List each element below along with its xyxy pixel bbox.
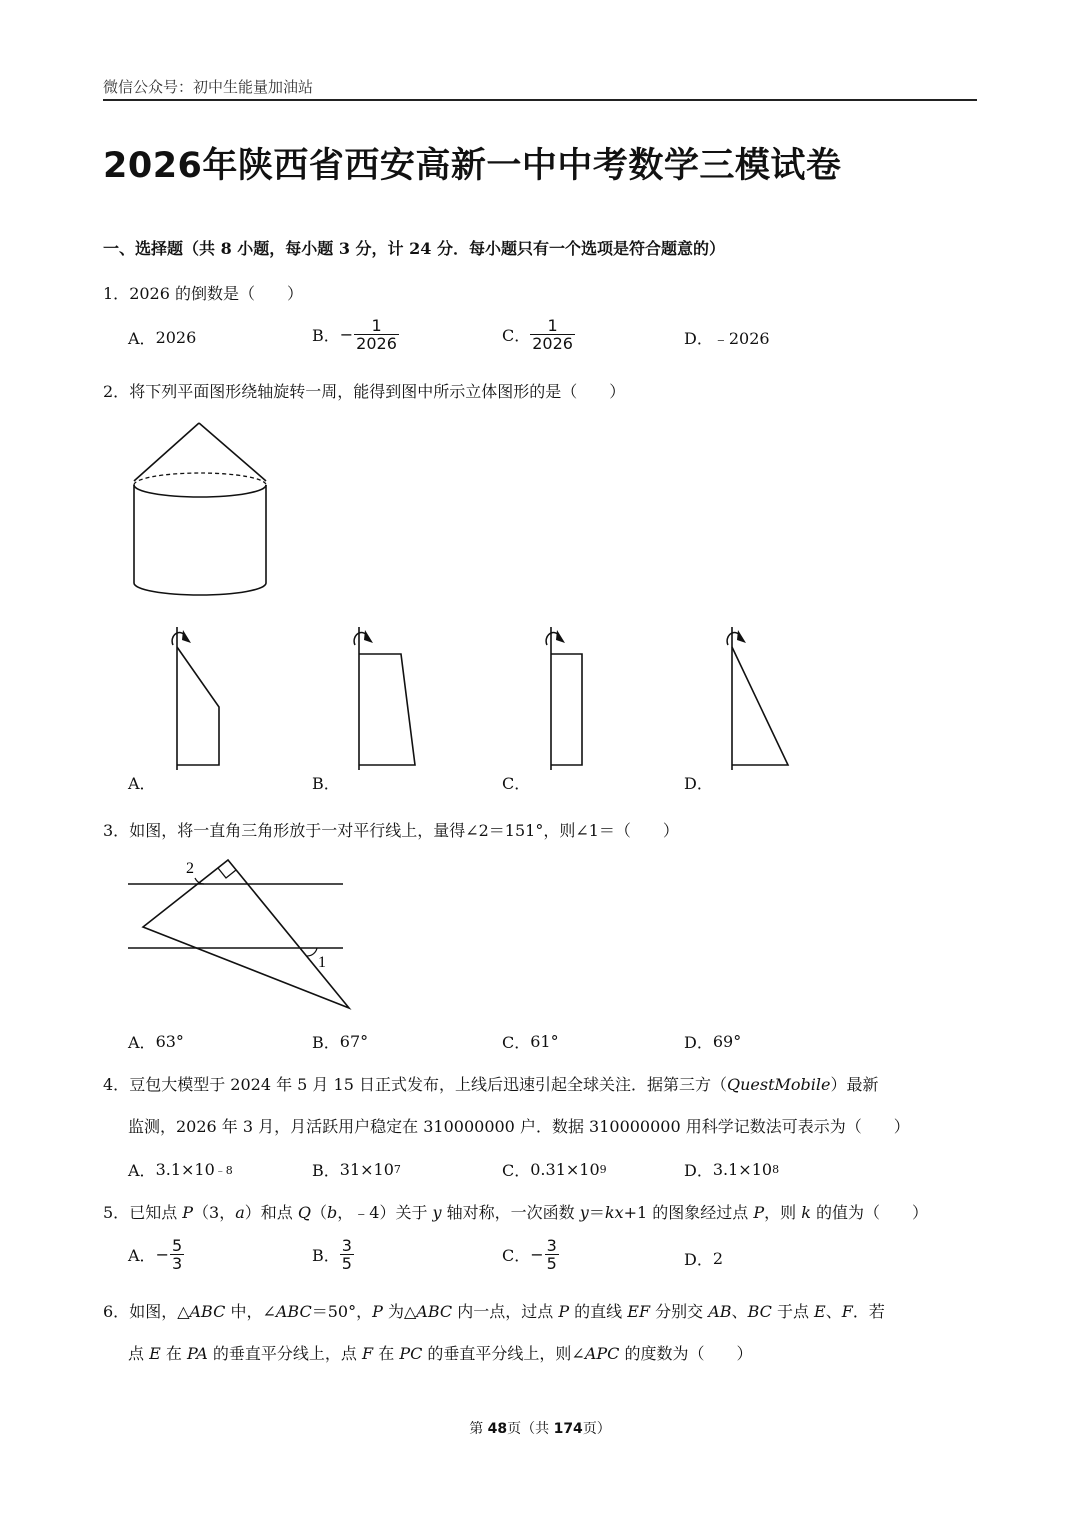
var: ABC <box>189 1302 226 1321</box>
page-total: 174 <box>553 1421 583 1437</box>
var: AB <box>708 1302 732 1321</box>
q2-option-c-label: C． <box>502 774 531 793</box>
var: ABC <box>275 1302 312 1321</box>
question-2 <box>103 379 625 402</box>
page-number: 48 <box>487 1421 508 1437</box>
top-ellipse-front <box>134 485 266 497</box>
q3-option-b <box>312 1030 368 1053</box>
q1-option-a <box>128 326 196 349</box>
question-number: 2． <box>103 382 130 401</box>
top-ellipse-back <box>134 473 266 485</box>
option-label: D． <box>684 1250 713 1269</box>
q2-option-d-label: D． <box>684 774 713 793</box>
option-base: 0.31×10 <box>530 1160 600 1179</box>
plane-shape <box>359 654 415 765</box>
q5-option-a <box>128 1237 184 1272</box>
question-6 <box>103 1299 885 1322</box>
angle-1-arc <box>307 948 317 956</box>
question-6-line-2 <box>128 1341 752 1364</box>
option-label: D． <box>684 1033 713 1052</box>
denominator: 5 <box>546 1254 557 1273</box>
numerator: 3 <box>546 1236 557 1255</box>
option-text: 67° <box>339 1032 369 1051</box>
footer-text: 页（共 <box>507 1421 554 1437</box>
footer-text: 第 <box>469 1421 488 1437</box>
option-exponent: ﹣8 <box>214 1163 233 1177</box>
var: P <box>372 1302 383 1321</box>
option-text: 2026 <box>155 328 197 347</box>
q1-option-d <box>684 326 770 349</box>
text: 中，∠ <box>225 1302 276 1321</box>
bottom-ellipse-front <box>134 583 266 595</box>
q3-option-d <box>684 1030 741 1053</box>
option-label: D． <box>684 329 713 348</box>
text: 的垂直平分线上，点 <box>207 1344 363 1363</box>
option-exponent: 7 <box>393 1163 401 1176</box>
question-3 <box>103 818 679 841</box>
numerator: 3 <box>341 1236 352 1255</box>
var: P <box>558 1302 570 1321</box>
question-stem: 将下列平面图形绕轴旋转一周，能得到图中所示立体图形的是（ ） <box>129 382 626 401</box>
fraction <box>170 1237 184 1272</box>
text: 在 <box>373 1344 400 1363</box>
option-text: 63° <box>155 1032 184 1051</box>
text: 在 <box>160 1344 187 1363</box>
arrow-head-icon <box>364 630 373 643</box>
option-label: B． <box>312 326 340 345</box>
question-4-line-2: 监测，2026 年 3 月，月活跃用户稳定在 310000000 户．数据 310000000 用科学记数法可表示为（ ） <box>128 1117 910 1136</box>
option-label: C． <box>502 326 531 345</box>
q4-option-b <box>312 1158 401 1181</box>
option-exponent: 8 <box>772 1163 780 1176</box>
option-text: 2 <box>712 1249 724 1268</box>
minus-sign: − <box>530 1245 544 1264</box>
text: ，则 <box>764 1203 802 1222</box>
option-base: 31×10 <box>339 1160 394 1179</box>
q4-option-d <box>684 1158 779 1181</box>
fraction <box>340 1237 354 1272</box>
fraction <box>545 1237 559 1272</box>
option-label: A． <box>128 1246 156 1265</box>
q3-figure <box>125 852 355 1017</box>
numerator: 5 <box>171 1236 183 1255</box>
q3-option-a <box>128 1030 184 1053</box>
text: 的直线 <box>569 1302 628 1321</box>
q5-option-d <box>684 1247 723 1270</box>
option-text: ﹣2026 <box>712 329 770 348</box>
text: ，﹣4）关于 <box>337 1203 433 1222</box>
question-number: 1． <box>103 284 130 303</box>
var: P <box>753 1203 765 1222</box>
text: 于点 <box>771 1302 815 1321</box>
var: ABC <box>416 1302 453 1321</box>
var: b <box>327 1203 338 1222</box>
option-base: 3.1×10 <box>712 1160 773 1179</box>
q4-option-a <box>128 1158 233 1181</box>
question-1 <box>103 281 303 304</box>
text: 轴对称，一次函数 <box>441 1203 580 1222</box>
q1-option-b <box>312 317 399 352</box>
numerator: 1 <box>371 316 382 335</box>
text: （ <box>311 1203 328 1222</box>
var: Q <box>297 1203 311 1222</box>
cone-edge-left <box>134 423 199 481</box>
option-label: D． <box>684 1161 713 1180</box>
var: E <box>149 1344 161 1363</box>
text: 分别交 <box>650 1302 709 1321</box>
option-label: C． <box>502 1033 531 1052</box>
option-label: C． <box>502 1246 531 1265</box>
question-5 <box>103 1200 928 1223</box>
q2-option-b-figure <box>345 625 425 770</box>
var: y <box>579 1203 589 1222</box>
option-label: A． <box>128 1033 156 1052</box>
option-label: B． <box>312 1161 340 1180</box>
text: 、 <box>731 1302 748 1321</box>
var: P <box>182 1203 194 1222</box>
question-number: 5． <box>103 1203 130 1222</box>
question-4 <box>103 1072 878 1095</box>
text: 的度数为（ ） <box>619 1344 753 1363</box>
text: 内一点，过点 <box>452 1302 559 1321</box>
text: 如图，△ <box>129 1302 190 1321</box>
fraction <box>530 317 575 352</box>
q1-option-c <box>502 317 575 352</box>
text: 、 <box>825 1302 842 1321</box>
numerator: 1 <box>547 316 558 335</box>
right-triangle <box>143 860 349 1008</box>
q2-solid-figure <box>125 415 275 600</box>
fraction <box>354 317 399 352</box>
option-base: 3.1×10 <box>155 1160 215 1179</box>
question-number: 3． <box>103 821 130 840</box>
denominator: 5 <box>341 1254 352 1273</box>
denominator: 2026 <box>532 334 573 353</box>
text: （3， <box>193 1203 236 1222</box>
text: ．若 <box>852 1302 885 1321</box>
right-angle-mark <box>218 868 236 878</box>
text: 已知点 <box>129 1203 183 1222</box>
var: PC <box>399 1344 423 1363</box>
text: 为△ <box>382 1302 417 1321</box>
minus-sign: − <box>339 325 354 344</box>
q2-option-c-figure <box>537 625 597 770</box>
var: kx <box>604 1203 624 1222</box>
plane-shape <box>551 654 582 765</box>
text: ＝ <box>588 1203 605 1222</box>
var: y <box>432 1203 442 1222</box>
text: ）和点 <box>244 1203 298 1222</box>
question-text: 豆包大模型于 2024 年 5 月 15 日正式发布，上线后迅速引起全球关注．据第三方（ <box>129 1075 727 1094</box>
var: PA <box>186 1344 208 1363</box>
text: ＝50°， <box>311 1302 373 1321</box>
q3-option-c <box>502 1030 559 1053</box>
page-footer <box>0 1418 1080 1438</box>
option-text: 61° <box>530 1032 559 1051</box>
var: F <box>362 1344 374 1363</box>
question-number: 4． <box>103 1075 130 1094</box>
page-title: 2026年陕西省西安高新一中中考数学三模试卷 <box>103 146 842 186</box>
minus-sign: − <box>155 1245 169 1264</box>
footer-text: 页） <box>582 1421 611 1437</box>
arrow-head-icon <box>556 630 565 643</box>
option-label: B． <box>312 1246 340 1265</box>
angle-1-label: 1 <box>318 954 326 971</box>
option-text: 69° <box>712 1032 742 1051</box>
cone-edge-right <box>199 423 266 481</box>
q2-option-a-label: A． <box>128 774 156 793</box>
denominator: 3 <box>171 1254 183 1273</box>
var: APC <box>584 1344 620 1363</box>
option-label: A． <box>128 1161 156 1180</box>
q5-option-b <box>312 1237 354 1272</box>
angle-2-label: 2 <box>186 860 194 877</box>
q2-option-d-figure <box>718 625 798 770</box>
var: BC <box>747 1302 772 1321</box>
header-rule <box>103 99 977 101</box>
text: 的垂直平分线上，则∠ <box>422 1344 585 1363</box>
denominator: 2026 <box>356 334 397 353</box>
q2-option-a-figure <box>163 625 233 770</box>
var: a <box>235 1203 245 1222</box>
var: EF <box>627 1302 651 1321</box>
arrow-head-icon <box>182 630 191 643</box>
option-exponent: 9 <box>599 1163 607 1176</box>
source-name: QuestMobile <box>726 1075 831 1094</box>
text: 点 <box>128 1344 150 1363</box>
text: +1 的图象经过点 <box>623 1203 754 1222</box>
question-stem: 如图，将一直角三角形放于一对平行线上，量得∠2＝151°，则∠1＝（ ） <box>129 821 679 840</box>
option-label: B． <box>312 1033 340 1052</box>
plane-shape <box>732 647 788 765</box>
question-text: ）最新 <box>830 1075 879 1094</box>
option-label: A． <box>128 329 156 348</box>
var: k <box>801 1203 811 1222</box>
header-source: 微信公众号：初中生能量加油站 <box>103 78 314 96</box>
q5-option-c <box>502 1237 559 1272</box>
plane-shape <box>177 647 219 765</box>
section-heading: 一、选择题（共 8 小题，每小题 3 分，计 24 分．每小题只有一个选项是符合题意的） <box>103 239 725 258</box>
text: 的值为（ ） <box>810 1203 928 1222</box>
question-stem: 2026 的倒数是（ ） <box>129 284 303 303</box>
var: E <box>814 1302 826 1321</box>
var: F <box>841 1302 853 1321</box>
option-label: C． <box>502 1161 531 1180</box>
question-number: 6． <box>103 1302 130 1321</box>
q2-option-b-label: B． <box>312 774 340 793</box>
q4-option-c <box>502 1158 607 1181</box>
arrow-head-icon <box>737 630 746 643</box>
